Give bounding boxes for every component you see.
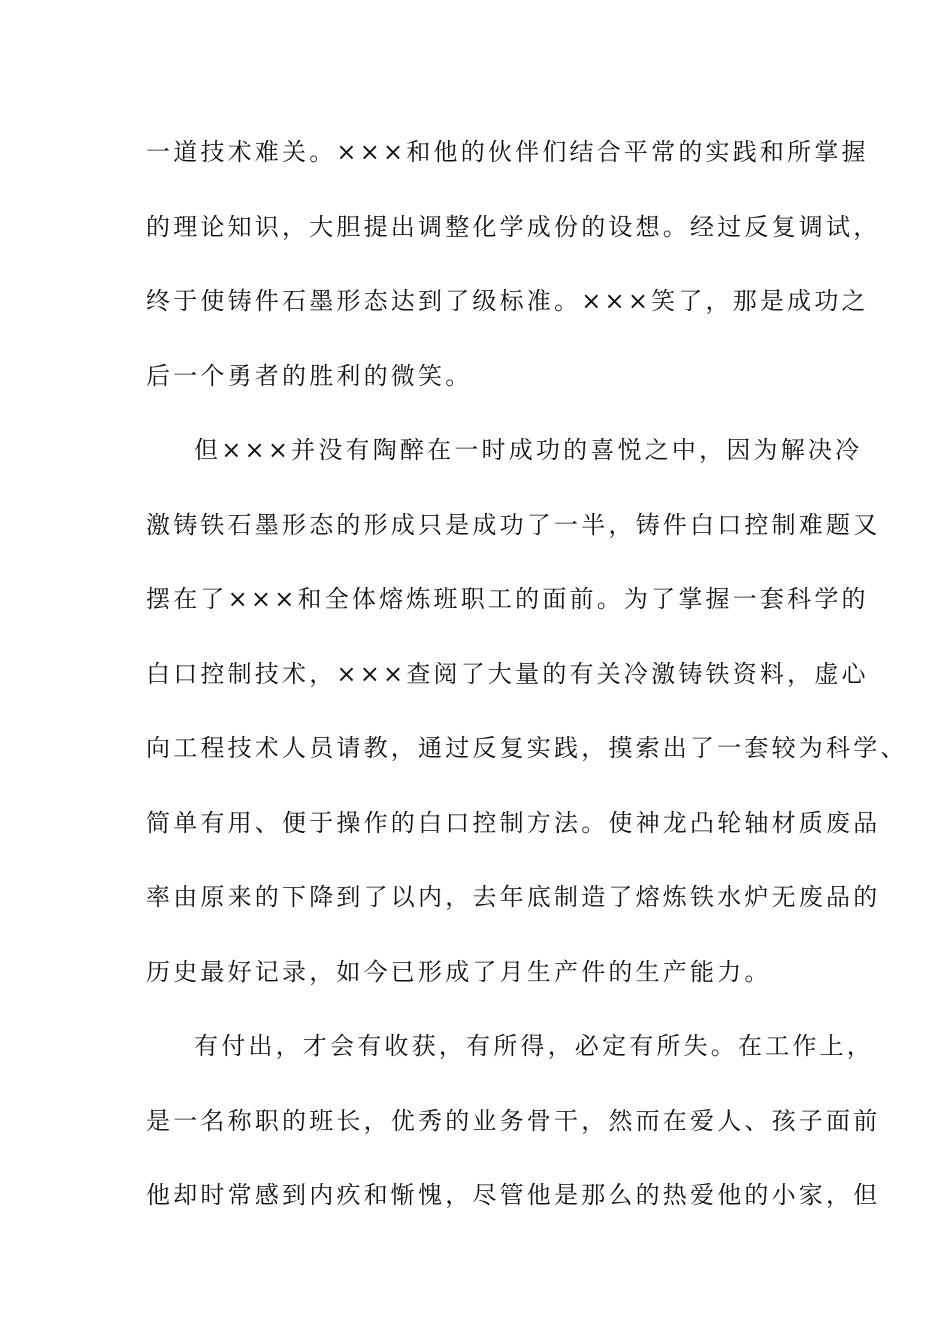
text-line: 率由原来的下降到了以内，去年底制造了熔炼铁水炉无废品的 xyxy=(146,883,881,911)
text-line: 白口控制技术，×××查阅了大量的有关冷激铸铁资料，虚心 xyxy=(146,659,869,688)
text-line: 摆在了×××和全体熔炼班职工的面前。为了掌握一套科学的 xyxy=(146,585,869,613)
paragraph-start-line: 但×××并没有陶醉在一时成功的喜悦之中，因为解决冷 xyxy=(194,436,863,464)
text-line: 一道技术难关。×××和他的伙伴们结合平常的实践和所掌握 xyxy=(146,138,869,166)
text-line: 激铸铁石墨形态的形成只是成功了一半，铸件白口控制难题又 xyxy=(146,510,881,539)
text-line: 后一个勇者的胜利的微笑。 xyxy=(146,361,473,390)
paragraph-start-line: 有付出，才会有收获，有所得，必定有所失。在工作上， xyxy=(194,1032,874,1060)
text-line: 向工程技术人员请教，通过反复实践，摸索出了一套较为科学、 xyxy=(146,734,908,762)
body-text xyxy=(146,128,908,1246)
text-line: 简单有用、便于操作的白口控制方法。使神龙凸轮轴材质废品 xyxy=(146,808,881,837)
text-line: 的理论知识，大胆提出调整化学成份的设想。经过反复调试， xyxy=(146,212,881,241)
text-line: 终于使铸件石墨形态达到了级标准。×××笑了，那是成功之 xyxy=(146,287,869,315)
text-line: 他却时常感到内疚和惭愧，尽管他是那么的热爱他的小家，但 xyxy=(146,1181,881,1209)
text-line: 是一名称职的班长，优秀的业务骨干，然而在爱人、孩子面前 xyxy=(146,1106,881,1135)
text-line: 历史最好记录，如今已形成了月生产件的生产能力。 xyxy=(146,957,772,986)
